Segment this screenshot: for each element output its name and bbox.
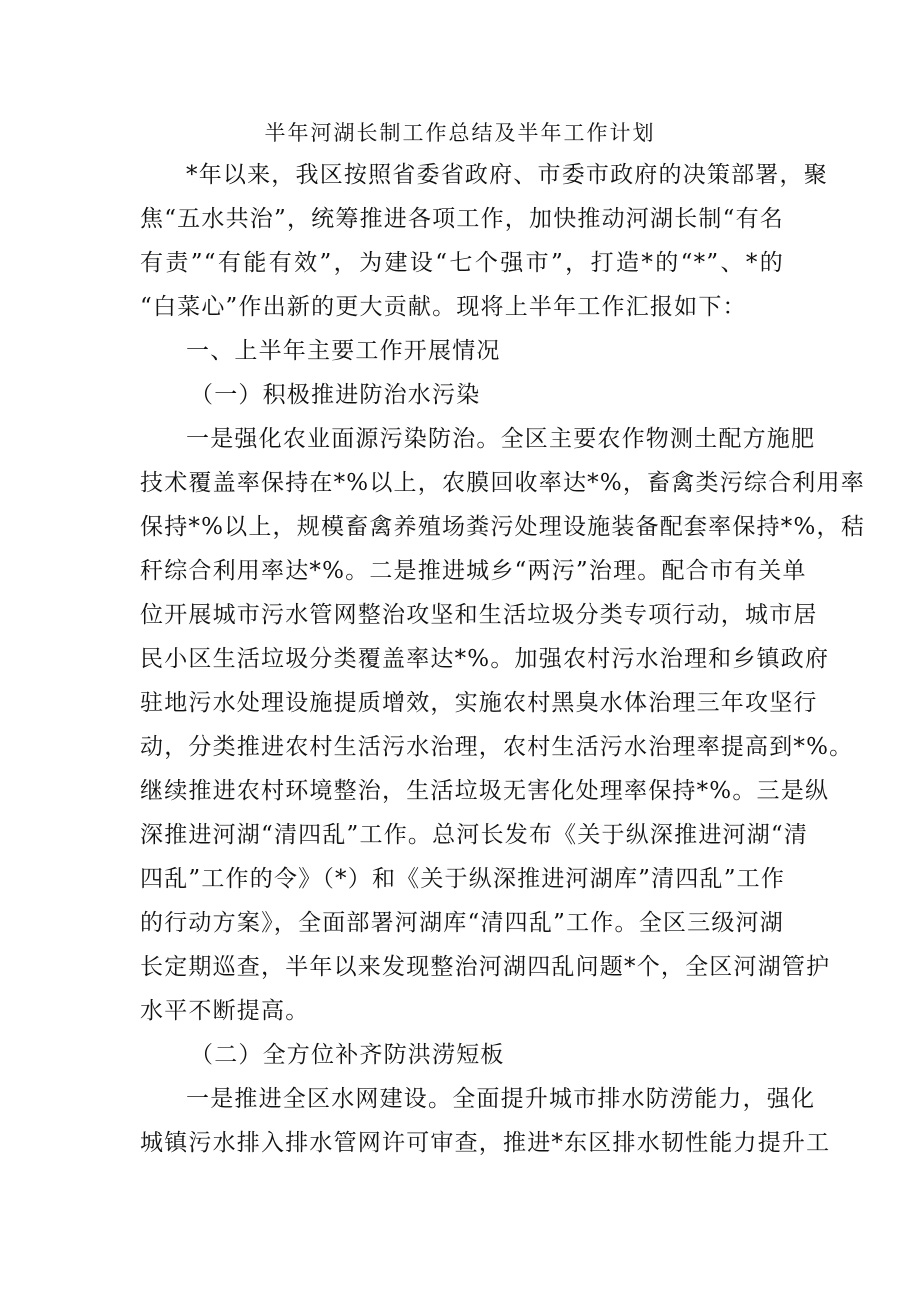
paragraph-line: 一是强化农业面源污染防治。全区主要农作物测土配方施肥 [186, 426, 816, 452]
subsection-heading: （一）积极推进防治水污染 [190, 382, 481, 408]
paragraph-line: 的行动方案》，全面部署河湖库“清四乱”工作。全区三级河湖 [140, 910, 784, 936]
paragraph-line: 秆综合利用率达*%。二是推进城乡“两污”治理。配合市有关单 [140, 558, 807, 584]
paragraph-line: 焦“五水共治”，统筹推进各项工作，加快推动河湖长制“有名 [140, 206, 784, 232]
paragraph-line: “白菜心”作出新的更大贡献。现将上半年工作汇报如下： [140, 294, 747, 320]
paragraph-line: *年以来，我区按照省委省政府、市委市政府的决策部署，聚 [186, 162, 828, 188]
paragraph-line: 深推进河湖“清四乱”工作。总河长发布《关于纵深推进河湖“清 [140, 822, 809, 848]
paragraph-line: 动，分类推进农村生活污水治理，农村生活污水治理率提高到*%。 [140, 734, 854, 760]
subsection-heading: （二）全方位补齐防洪涝短板 [190, 1042, 505, 1068]
paragraph-line: 技术覆盖率保持在*%以上，农膜回收率达*%，畜禽类污综合利用率 [140, 470, 865, 496]
paragraph-line: 城镇污水排入排水管网许可审查，推进*东区排水韧性能力提升工 [140, 1130, 831, 1156]
document-title: 半年河湖长制工作总结及半年工作计划 [264, 121, 656, 145]
section-heading: 一、上半年主要工作开展情况 [186, 338, 501, 364]
paragraph-line: 驻地污水处理设施提质增效，实施农村黑臭水体治理三年攻坚行 [140, 690, 818, 716]
paragraph-line: 位开展城市污水管网整治攻坚和生活垃圾分类专项行动，城市居 [140, 602, 818, 628]
paragraph-line: 保持*%以上，规模畜禽养殖场粪污处理设施装备配套率保持*%，秸 [140, 514, 865, 540]
paragraph-line: 长定期巡查，半年以来发现整治河湖四乱问题*个，全区河湖管护 [140, 954, 831, 980]
paragraph-line: 继续推进农村环境整治，生活垃圾无害化处理率保持*%。三是纵 [140, 778, 830, 804]
paragraph-line: 水平不断提高。 [140, 998, 310, 1024]
paragraph-line: 有责”“有能有效”，为建设“七个强市”，打造*的“*”、*的 [140, 250, 784, 276]
paragraph-line: 一是推进全区水网建设。全面提升城市排水防涝能力，强化 [186, 1086, 816, 1112]
paragraph-line: 民小区生活垃圾分类覆盖率达*%。加强农村污水治理和乡镇政府 [140, 646, 830, 672]
paragraph-line: 四乱”工作的令》（*）和《关于纵深推进河湖库”清四乱”工作 [140, 866, 786, 892]
